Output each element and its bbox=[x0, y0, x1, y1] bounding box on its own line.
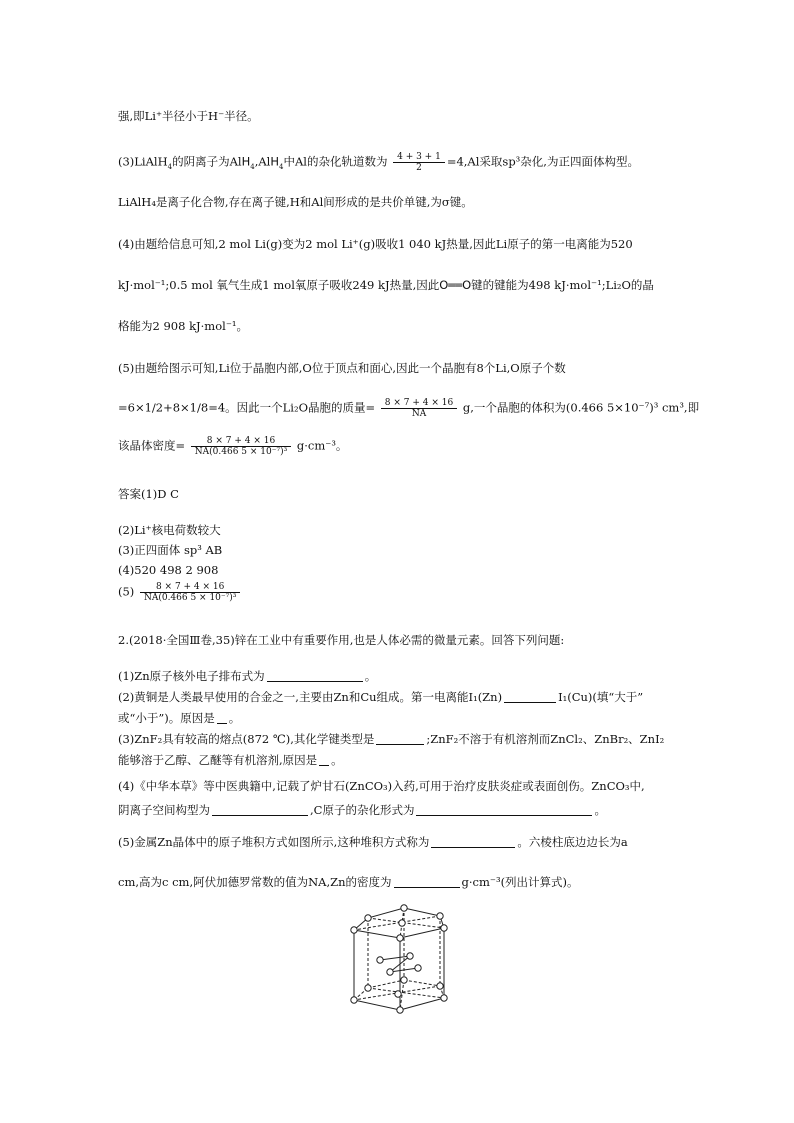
text-line: (4)由题给信息可知,2 mol Li(g)变为2 mol Li⁺(g)吸收1 040 kJ热量,因此Li原子的第一电离能为520 bbox=[118, 237, 633, 251]
answer-line: (3)正四面体 sp³ AB bbox=[118, 543, 223, 557]
answer-line: (2)Li⁺核电荷数较大 bbox=[118, 523, 221, 537]
answer-blank[interactable] bbox=[416, 803, 592, 816]
answer-blank[interactable] bbox=[267, 669, 363, 682]
question-part: 或“小于”)。原因是 。 bbox=[118, 711, 241, 725]
answer-blank[interactable] bbox=[394, 875, 460, 888]
hcp-crystal-diagram bbox=[340, 900, 460, 1028]
text-line: (3)LiAlH$_4$的阴离子为AlH$_4$,AlH$_4$中Al的杂化轨道数为 $\frac{4 + 3 + 1}{2}$ =4,Al采取sp³杂化,为正四面体构型。 bbox=[118, 152, 639, 173]
text-line: 该晶体密度= $\frac{8 \times 7 + 4 \times 16}{\text{NA(0.466 5 × 10⁻⁷)³}}$ g·cm⁻³。 bbox=[118, 436, 348, 457]
question-part: (5)金属Zn晶体中的原子堆积方式如图所示,这种堆积方式称为 。六棱柱底边边长为a bbox=[118, 835, 628, 849]
answer-blank[interactable] bbox=[212, 803, 308, 816]
question-part: (4)《中华本草》等中医典籍中,记载了炉甘石(ZnCO₃)入药,可用于治疗皮肤炎症或表面创伤。ZnCO₃中, bbox=[118, 779, 645, 793]
fraction: $\frac{8 \times 7 + 4 \times 16}{\text{NA(0.466 5 × 10⁻⁷)³}}$ bbox=[191, 436, 291, 457]
question-part: (3)ZnF₂具有较高的熔点(872 ℃),其化学键类型是 ;ZnF₂不溶于有机溶剂而ZnCl₂、ZnBr₂、ZnI₂ bbox=[118, 732, 665, 746]
answer-blank[interactable] bbox=[504, 690, 556, 703]
answer-line: (4)520 498 2 908 bbox=[118, 563, 219, 577]
answer-blank[interactable] bbox=[431, 835, 515, 848]
answer-blank[interactable] bbox=[376, 732, 424, 745]
fraction: $\frac{8 \times 7 + 4 \times 16}{NA}$ bbox=[381, 398, 457, 419]
text-line: (5)由题给图示可知,Li位于晶胞内部,O位于顶点和面心,因此一个晶胞有8个Li,O原子个数 bbox=[118, 361, 566, 375]
text-line: 强,即Li⁺半径小于H⁻半径。 bbox=[118, 109, 259, 123]
fraction: $\frac{8 \times 7 + 4 \times 16}{\text{NA(0.466 5 × 10⁻⁷)³}}$ bbox=[140, 582, 240, 603]
question-part: cm,高为c cm,阿伏加德罗常数的值为NA,Zn的密度为 g·cm⁻³(列出计算式)。 bbox=[118, 875, 579, 889]
question-part: 阴离子空间构型为 ,C原子的杂化形式为 。 bbox=[118, 803, 606, 817]
question-part: (1)Zn原子核外电子排布式为 。 bbox=[118, 669, 377, 683]
question-part: 能够溶于乙醇、乙醚等有机溶剂,原因是 。 bbox=[118, 753, 343, 767]
answer-line: (5) $\frac{8 \times 7 + 4 \times 16}{\text{NA(0.466 5 × 10⁻⁷)³}}$ bbox=[118, 582, 688, 603]
answer-blank[interactable] bbox=[217, 711, 227, 724]
answer-heading: 答案(1)D C bbox=[118, 487, 179, 501]
text-line: kJ·mol⁻¹;0.5 mol 氧气生成1 mol氧原子吸收249 kJ热量,因此O══O键的键能为498 kJ·mol⁻¹;Li₂O的晶 bbox=[118, 278, 654, 292]
question-part: (2)黄铜是人类最早使用的合金之一,主要由Zn和Cu组成。第一电离能I₁(Zn) I₁(Cu)(填“大于” bbox=[118, 690, 644, 704]
text-line: 格能为2 908 kJ·mol⁻¹。 bbox=[118, 319, 248, 333]
text-line: LiAlH₄是离子化合物,存在离子键,H和Al间形成的是共价单键,为σ键。 bbox=[118, 195, 473, 209]
fraction: $\frac{4 + 3 + 1}{2}$ bbox=[393, 152, 445, 173]
answer-blank[interactable] bbox=[319, 753, 329, 766]
text-line: =6×1/2+8×1/8=4。因此一个Li₂O晶胞的质量= $\frac{8 \times 7 + 4 \times 16}{NA}$ g,一个晶胞的体积为(0.466 5×10⁻⁷)³ cm³,即 bbox=[118, 398, 700, 419]
question-title: 2.(2018·全国Ⅲ卷,35)锌在工业中有重要作用,也是人体必需的微量元素。回答下列问题: bbox=[118, 633, 565, 647]
